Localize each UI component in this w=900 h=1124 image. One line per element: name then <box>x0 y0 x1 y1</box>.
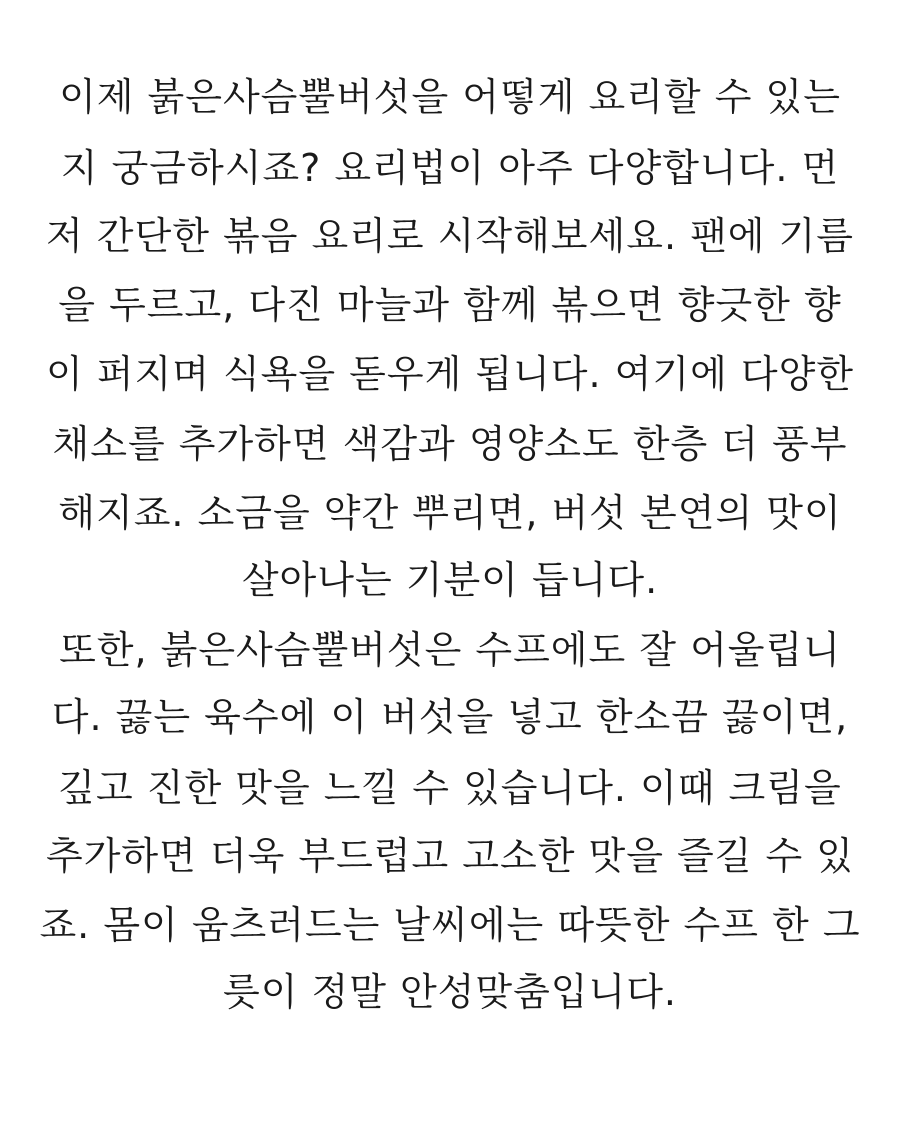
text-line: 해지죠. 소금을 약간 뿌리면, 버섯 본연의 맛이 <box>58 491 842 535</box>
text-line: 이제 붉은사슴뿔버섯을 어떻게 요리할 수 있는 <box>59 75 841 119</box>
text-line: 추가하면 더욱 부드럽고 고소한 맛을 즐길 수 있 <box>45 834 854 878</box>
text-line: 깊고 진한 맛을 느낄 수 있습니다. 이때 크림을 <box>58 766 842 810</box>
text-line: 지 궁금하시죠? 요리법이 아주 다양합니다. 먼 <box>60 146 840 190</box>
text-segment: 저 간단한 <box>45 214 223 258</box>
text-line-highlighted <box>20 212 880 260</box>
text-line: 또한, 붉은사슴뿔버섯은 수프에도 잘 어울립니 <box>59 628 841 672</box>
text-segment: . 팬에 기름 <box>663 214 855 258</box>
text-line: 릇이 정말 안성맞춤입니다. <box>222 970 678 1014</box>
highlighted-phrase: 볶음 요리로 시작해보세요 <box>222 214 664 258</box>
text-line: 죠. 몸이 움츠러드는 날씨에는 따뜻한 수프 한 그 <box>39 903 861 947</box>
text-line: 을 두르고, 다진 마늘과 함께 볶으면 향긋한 향 <box>58 283 842 327</box>
text-line: 살아나는 기분이 듭니다. <box>241 558 659 602</box>
text-line: 채소를 추가하면 색감과 영양소도 한층 더 풍부 <box>52 422 848 466</box>
text-line: 이 퍼지며 식욕을 돋우게 됩니다. 여기에 다양한 <box>45 352 854 396</box>
text-line: 다. 끓는 육수에 이 버섯을 넣고 한소끔 끓이면, <box>51 695 849 739</box>
